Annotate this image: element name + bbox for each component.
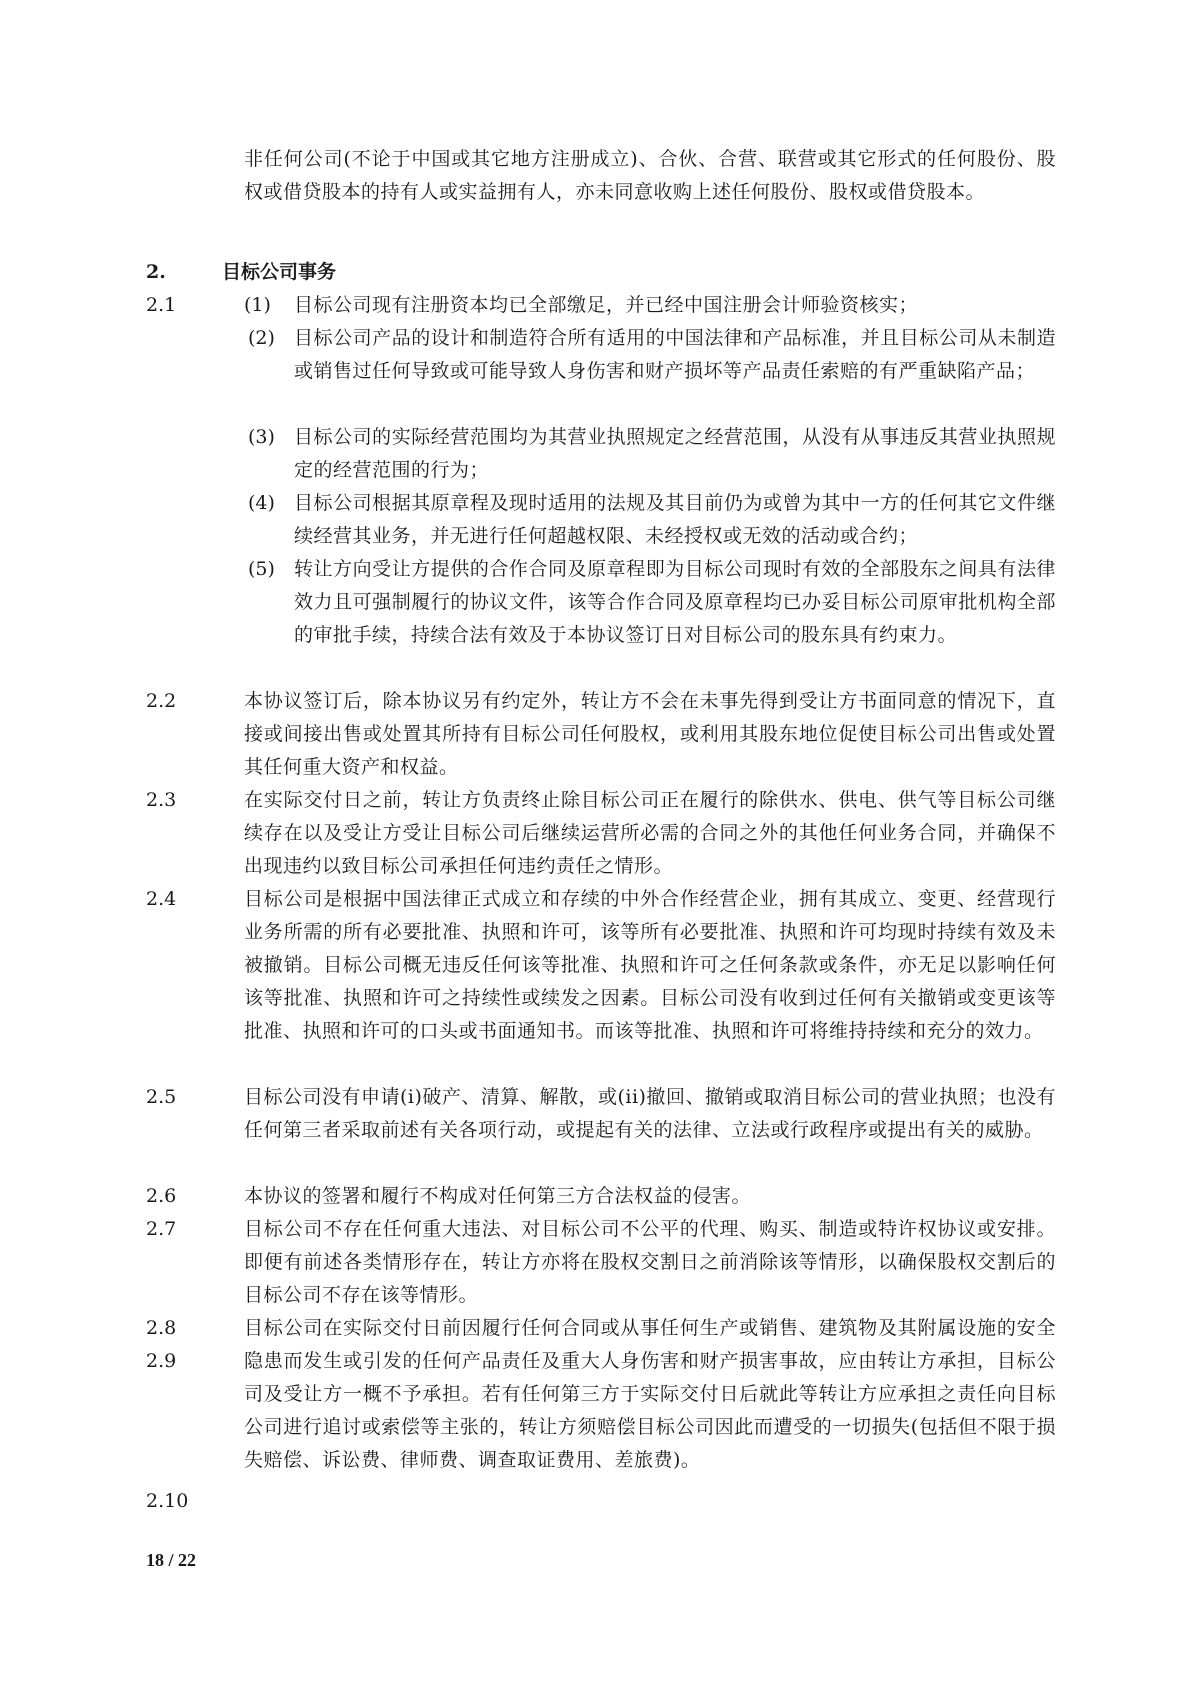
clause-text: 目标公司不存在任何重大违法、对目标公司不公平的代理、购买、制造或特许权协议或安排。即便有前述各类情形存在，转让方亦将在股权交割日之前消除该等情形，以确保股权交割后的目标公司不存在该等情形。 [244,1218,1056,1306]
clause-text: 目标公司在实际交付日前因履行任何合同或从事任何生产或销售、建筑物及其附属设施的安全隐患而发生或引发的任何产品责任及重大人身伤害和财产损害事故，应由转让方承担，目标公司及受让方一概不予承担。若有任何第三方于实际交付日后就此等转让方应承担之责任向目标公司进行追讨或索偿等主张的，转让方须赔偿目标公司因此而遭受的一切损失(包括但不限于损失赔偿、诉讼费、律师费、调查取证费用、差旅费)。 [244,1317,1056,1471]
clause-text: 目标公司没有申请(i)破产、清算、解散，或(ii)撤回、撤销或取消目标公司的营业执照；也没有任何第三者采取前述有关各项行动，或提起有关的法律、立法或行政程序或提出有关的威胁。 [244,1086,1056,1141]
page-number: 18 / 22 [146,1550,197,1570]
section-number: 2. [146,261,166,283]
clause-text: 本协议签订后，除本协议另有约定外，转让方不会在未事先得到受让方书面同意的情况下，直接或间接出售或处置其所持有目标公司任何股权，或利用其股东地位促使目标公司出售或处置其任何重大资产和权益。 [244,690,1056,778]
clause-text: 本协议的签署和履行不构成对任何第三方合法权益的侵害。 [244,1185,752,1207]
clause-number: 2.10 [146,1490,189,1512]
clause-2-1-item-label: (5) [248,558,275,580]
section-title: 目标公司事务 [222,261,337,283]
clause-2-1-item-text: 目标公司根据其原章程及现时适用的法规及其目前仍为或曾为其中一方的任何其它文件继续经营其业务，并无进行任何超越权限、未经授权或无效的活动或合约； [294,492,1056,547]
clause-text: 在实际交付日之前，转让方负责终止除目标公司正在履行的除供水、供电、供气等目标公司继续存在以及受让方受让目标公司后继续运营所必需的合同之外的其他任何业务合同，并确保不出现违约以致目标公司承担任何违约责任之情形。 [244,789,1056,877]
clause-2-1-item-text: 目标公司的实际经营范围均为其营业执照规定之经营范围，从没有从事违反其营业执照规定的经营范围的行为； [294,426,1056,481]
clause-number: 2.5 [146,1086,177,1108]
clause-text: 目标公司是根据中国法律正式成立和存续的中外合作经营企业，拥有其成立、变更、经营现行业务所需的所有必要批准、执照和许可，该等所有必要批准、执照和许可均现时持续有效及未被撤销。目标公司概无违反任何该等批准、执照和许可之任何条款或条件，亦无足以影响任何该等批准、执照和许可之持续性或续发之因素。目标公司没有收到过任何有关撤销或变更该等批准、执照和许可的口头或书面通知书。而该等批准、执照和许可将维持持续和充分的效力。 [244,888,1056,1042]
clause-2-1-item-label: (1) [244,294,271,316]
clause-2-1-item-text: 目标公司产品的设计和制造符合所有适用的中国法律和产品标准，并且目标公司从未制造或销售过任何导致或可能导致人身伤害和财产损坏等产品责任索赔的有严重缺陷产品； [294,327,1056,382]
clause-number-2-1: 2.1 [146,294,177,316]
clause-2-1-item-text: 转让方向受让方提供的合作合同及原章程即为目标公司现时有效的全部股东之间具有法律效力且可强制履行的协议文件，该等合作合同及原章程均已办妥目标公司原审批机构全部的审批手续，持续合法有效及于本协议签订日对目标公司的股东具有约束力。 [294,558,1056,646]
clause-2-1-item-label: (2) [248,327,275,349]
clause-number: 2.8 [146,1317,177,1339]
intro-paragraph: 非任何公司(不论于中国或其它地方注册成立)、合伙、合营、联营或其它形式的任何股份、股权或借贷股本的持有人或实益拥有人，亦未同意收购上述任何股份、股权或借贷股本。 [244,148,1056,203]
clause-2-1-item-text: 目标公司现有注册资本均已全部缴足，并已经中国注册会计师验资核实； [294,294,919,316]
clause-number: 2.3 [146,789,177,811]
clause-number: 2.9 [146,1350,177,1372]
clause-number: 2.2 [146,690,177,712]
clause-number: 2.4 [146,888,177,910]
clause-2-1-item-label: (4) [248,492,275,514]
clause-2-1-item-label: (3) [248,426,275,448]
clause-number: 2.6 [146,1185,177,1207]
clause-number: 2.7 [146,1218,177,1240]
